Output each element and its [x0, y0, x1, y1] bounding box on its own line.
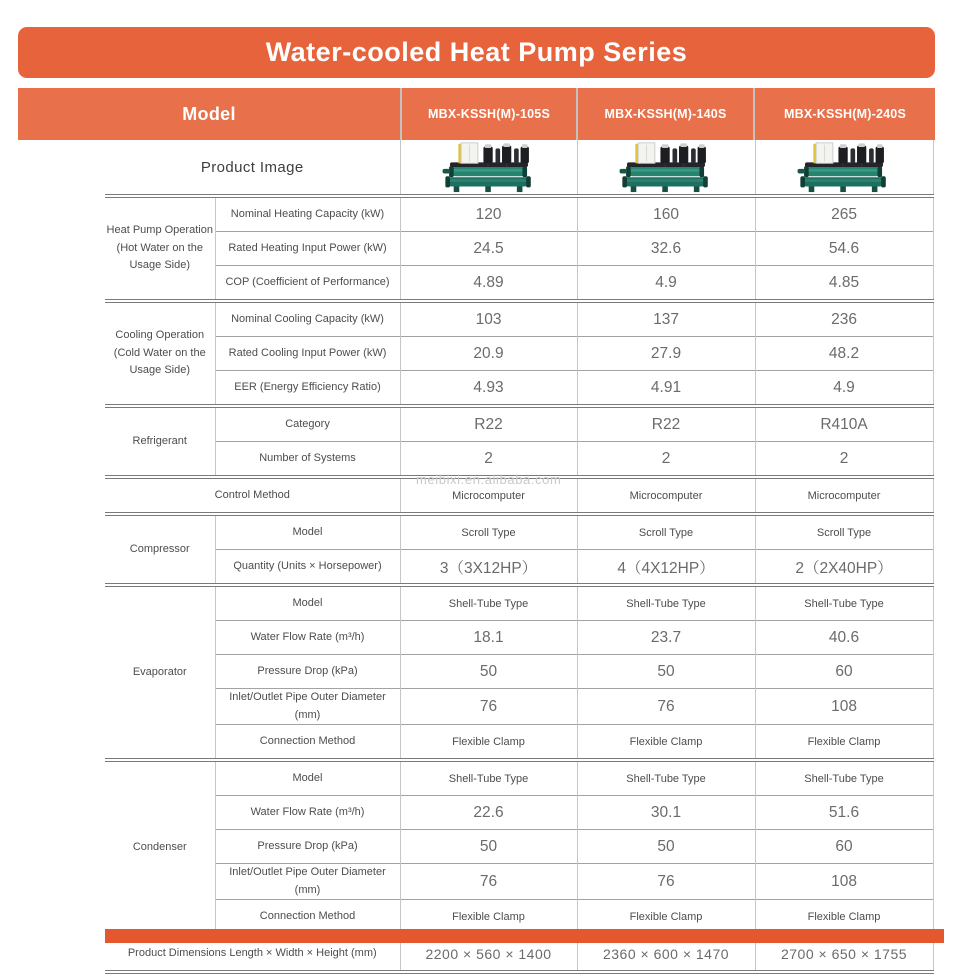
spec-value: 2 [755, 442, 933, 478]
spec-value: 30.1 [577, 796, 755, 830]
spec-value: 108 [755, 864, 933, 900]
spec-value: 60 [755, 655, 933, 689]
page-title: Water-cooled Heat Pump Series [18, 27, 935, 78]
spec-label: Pressure Drop (kPa) [215, 830, 400, 864]
spec-label: Water Flow Rate (m³/h) [215, 621, 400, 655]
spec-value: Microcomputer [577, 477, 755, 514]
category-line: (Cold Water on the Usage Side) [113, 346, 206, 377]
spec-value: 2（2X40HP） [755, 550, 933, 586]
spec-value: 4.9 [577, 266, 755, 302]
spec-value: 22.6 [400, 796, 577, 830]
product-photo-heat-pump-unit [796, 141, 892, 193]
spec-value: Flexible Clamp [577, 900, 755, 936]
spec-value: Shell-Tube Type [400, 760, 577, 796]
product-photo-heat-pump-unit [618, 141, 714, 193]
spec-value: 60 [755, 830, 933, 864]
spec-value: 4.89 [400, 266, 577, 302]
spec-label: EER (Energy Efficiency Ratio) [215, 371, 400, 407]
product-image-label: Product Image [105, 140, 400, 196]
spec-value: 51.6 [755, 796, 933, 830]
spec-value: 4.9 [755, 371, 933, 407]
model-header-cell: MBX-KSSH(M)-140S [578, 88, 753, 140]
spec-label: Model [215, 760, 400, 796]
spec-value: 120 [400, 196, 577, 232]
category-line: Heat Pump Operation [106, 224, 213, 237]
spec-value: 108 [755, 689, 933, 725]
spec-value: 48.2 [755, 337, 933, 371]
spec-label: Rated Heating Input Power (kW) [215, 232, 400, 266]
spec-label: Water Flow Rate (m³/h) [215, 796, 400, 830]
spec-value: Shell-Tube Type [577, 585, 755, 621]
watermark: meibixi.en.alibaba.com [416, 472, 562, 487]
spec-value: Scroll Type [577, 514, 755, 550]
category-line: Compressor [129, 542, 190, 555]
spec-value: 18.1 [400, 621, 577, 655]
spec-value: 54.6 [755, 232, 933, 266]
spec-value: 76 [577, 689, 755, 725]
spec-label: Category [215, 406, 400, 442]
spec-label: Quantity (Units × Horsepower) [215, 550, 400, 586]
spec-value: Flexible Clamp [400, 900, 577, 936]
spec-value: 50 [577, 655, 755, 689]
spec-label: Model [215, 514, 400, 550]
category-line: Evaporator [132, 665, 187, 678]
footer-accent-bar [105, 929, 944, 943]
spec-value: R410A [755, 406, 933, 442]
spec-value: 50 [400, 830, 577, 864]
spec-label: Pressure Drop (kPa) [215, 655, 400, 689]
spec-label: Nominal Heating Capacity (kW) [215, 196, 400, 232]
spec-value: 24.5 [400, 232, 577, 266]
model-header-row [18, 88, 935, 140]
spec-label: Number of Systems [215, 442, 400, 478]
spec-value: 76 [577, 864, 755, 900]
category-cell [105, 760, 215, 935]
spec-value: Shell-Tube Type [755, 760, 933, 796]
spec-value: 2 [400, 442, 577, 478]
spec-value: 32.6 [577, 232, 755, 266]
spec-table-body [105, 140, 933, 972]
spec-value: Shell-Tube Type [755, 585, 933, 621]
spec-value: 27.9 [577, 337, 755, 371]
product-photo-heat-pump-unit [441, 141, 537, 193]
spec-value: 3（3X12HP） [400, 550, 577, 586]
spec-value: 2 [577, 442, 755, 478]
spec-label: Connection Method [215, 900, 400, 936]
spec-value: Scroll Type [400, 514, 577, 550]
category-cell [105, 585, 215, 760]
spec-value: 265 [755, 196, 933, 232]
spec-label: Inlet/Outlet Pipe Outer Diameter (mm) [215, 864, 400, 900]
category-cell [105, 406, 215, 477]
spec-value: 4.93 [400, 371, 577, 407]
spec-value: 160 [577, 196, 755, 232]
spec-label-merged: Control Method [105, 477, 400, 514]
spec-value: 50 [400, 655, 577, 689]
category-line: Refrigerant [132, 434, 187, 447]
spec-label: Connection Method [215, 725, 400, 761]
model-header-cell: MBX-KSSH(M)-105S [402, 88, 576, 140]
spec-value: 50 [577, 830, 755, 864]
spec-value: 4.85 [755, 266, 933, 302]
spec-value: Microcomputer [400, 477, 577, 514]
spec-value: R22 [400, 406, 577, 442]
spec-value: 40.6 [755, 621, 933, 655]
spec-value: R22 [577, 406, 755, 442]
spec-value: 20.9 [400, 337, 577, 371]
spec-value: 236 [755, 301, 933, 337]
category-cell [105, 196, 215, 301]
spec-value: 2700 × 650 × 1755 [755, 935, 933, 972]
spec-value: 103 [400, 301, 577, 337]
spec-label: Nominal Cooling Capacity (kW) [215, 301, 400, 337]
spec-table [105, 140, 934, 974]
spec-value: 137 [577, 301, 755, 337]
model-header-cell: MBX-KSSH(M)-240S [755, 88, 935, 140]
spec-value: Scroll Type [755, 514, 933, 550]
spec-value: 76 [400, 689, 577, 725]
category-line: (Hot Water on the Usage Side) [116, 241, 203, 272]
product-image-cell [755, 140, 933, 196]
spec-value: Flexible Clamp [577, 725, 755, 761]
spec-label: Inlet/Outlet Pipe Outer Diameter (mm) [215, 689, 400, 725]
spec-value: 2200 × 560 × 1400 [400, 935, 577, 972]
model-header-label: Model [18, 88, 400, 140]
spec-value: 76 [400, 864, 577, 900]
product-image-cell [400, 140, 577, 196]
spec-value: Shell-Tube Type [400, 585, 577, 621]
spec-value: 23.7 [577, 621, 755, 655]
category-line: Condenser [132, 840, 187, 853]
spec-label: COP (Coefficient of Performance) [215, 266, 400, 302]
spec-value: 2360 × 600 × 1470 [577, 935, 755, 972]
category-cell [105, 514, 215, 585]
spec-value: Flexible Clamp [755, 900, 933, 936]
spec-label: Rated Cooling Input Power (kW) [215, 337, 400, 371]
category-cell [105, 301, 215, 406]
spec-label-merged: Product Dimensions Length × Width × Height (mm) [105, 935, 400, 972]
spec-label: Model [215, 585, 400, 621]
spec-value: Microcomputer [755, 477, 933, 514]
spec-value: Flexible Clamp [400, 725, 577, 761]
spec-value: Flexible Clamp [755, 725, 933, 761]
spec-value: 4（4X12HP） [577, 550, 755, 586]
spec-value: Shell-Tube Type [577, 760, 755, 796]
product-image-cell [577, 140, 755, 196]
spec-value: 4.91 [577, 371, 755, 407]
category-line: Cooling Operation [115, 329, 205, 342]
